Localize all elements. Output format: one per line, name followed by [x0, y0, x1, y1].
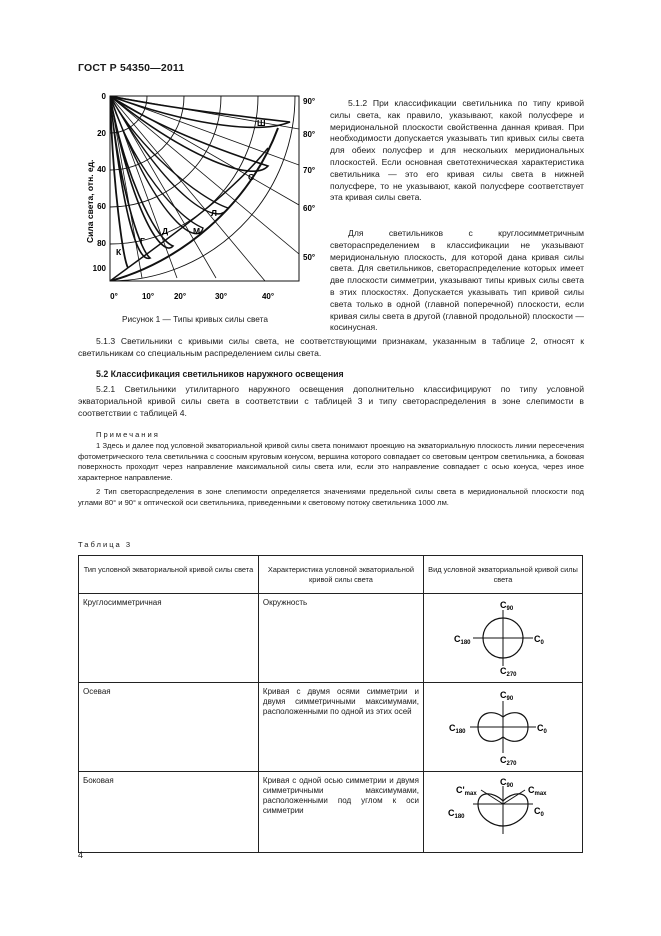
svg-text:C0: $C_0$ — [534, 806, 544, 818]
table-title: Таблица 3 — [78, 540, 133, 549]
svg-text:C0: $C_0$ — [537, 723, 547, 735]
light-intensity-curves-figure — [78, 88, 328, 310]
curve-label: К — [116, 247, 122, 257]
angle-tick: 60° — [303, 204, 316, 213]
page-number: 4 — [78, 850, 84, 860]
table-3 — [78, 555, 583, 853]
paragraph-5-1-2: 5.1.2 При классификации светильника по типу кривой силы света, как правило, указывают, какой полусфере и меридиональной плоскости свойственна данная кривая. При необходимости допускается указывать тип кривых силы света для обеих полусфер и для нескольких меридиональных плоскостей. Если основная светотехническая характеристика светильника — это его кривая силы света в нижней полусфере, то не указывают, какой полусфере соответствует эта кривая силы света. — [330, 98, 584, 203]
curve-label: Ш — [257, 118, 266, 128]
table-header: Вид условной экваториальной кривой силы света — [424, 556, 583, 594]
x-tick: 20° — [173, 292, 187, 301]
svg-text:C0: $C_0$ — [534, 634, 544, 646]
svg-text:C90: $C_{90}$ — [500, 690, 514, 702]
paragraph-5-1-2-b: Для светильников с круглосимметричным светораспределением в классификации не указывают меридиональную плоскость, для которой дана кривая силы света. Для светильников, светораспределение которых имеет две плоскости симметрии, указывают типы кривых силы света в этих плоскостях. Допускается указывать тип кривой силы света только в одной (главной поперечной) плоскости, если кривая силы света в другой (главной продольной) плоскости — косинусная. — [330, 228, 584, 333]
curve-label: Л — [211, 208, 217, 218]
table-cell-diagram — [424, 772, 583, 853]
x-tick: 0° — [110, 292, 118, 301]
x-tick: 40° — [261, 292, 275, 301]
circle-curve-diagram — [428, 598, 578, 676]
x-tick: 30° — [214, 292, 228, 301]
y-tick: 80 — [97, 239, 106, 248]
svg-text:C180: $C_{180}$ — [449, 723, 466, 735]
x-tick: 10° — [141, 292, 155, 301]
document-header: ГОСТ Р 54350—2011 — [78, 62, 185, 74]
svg-text:C180: $C_{180}$ — [448, 808, 465, 820]
figure-caption: Рисунок 1 — Типы кривых силы света — [122, 314, 268, 324]
svg-text:C90: $C_{90}$ — [500, 777, 514, 789]
angle-tick: 50° — [303, 253, 316, 262]
table-header: Характеристика условной экваториальной кривой силы света — [258, 556, 423, 594]
angle-tick: 80° — [303, 130, 316, 139]
paragraph-5-1-3: 5.1.3 Светильники с кривыми силы света, не соответствующими признакам, указанным в таблице 2, относят к светильникам со специальным распределением силы света. — [78, 336, 584, 358]
section-heading-5-2: 5.2 Классификация светильников наружного освещения — [96, 369, 344, 379]
table-cell-diagram — [424, 683, 583, 772]
table-cell-desc: Окружность — [258, 594, 423, 683]
svg-text:C180: $C_{180}$ — [454, 634, 471, 646]
y-axis-label: Сила света, отн. ед. — [85, 159, 95, 243]
svg-text:C'max: $C'_{max}$ — [456, 785, 477, 797]
svg-text:C90: $C_{90}$ — [500, 600, 514, 612]
table-cell-type: Боковая — [79, 772, 259, 853]
notes-title: Примечания — [96, 430, 160, 439]
angle-tick: 70° — [303, 166, 316, 175]
y-tick: 100 — [92, 264, 106, 273]
y-tick: 60 — [97, 202, 106, 211]
table-header: Тип условной экваториальной кривой силы света — [79, 556, 259, 594]
table-cell-type: Круглосимметричная — [79, 594, 259, 683]
table-cell-type: Осевая — [79, 683, 259, 772]
y-tick: 40 — [97, 165, 106, 174]
y-tick: 0 — [101, 92, 106, 101]
note-1: 1 Здесь и далее под условной экваториальной кривой силы света понимают проекцию на экваториальную плоскость линии пересечения фотометрического тела светильника с соосным круговым конусом, вершина которого совпадает со световым центром светильника, а боковая поверхность проходит через направление максимальной силы света или, если это направление совпадает с осью конуса, через иное характерное направление. — [78, 441, 584, 482]
table-cell-desc: Кривая с одной осью симметрии и двумя симметричными максимумами, расположенными под углом к оси симметрии — [258, 772, 423, 853]
table-cell-desc: Кривая с двумя осями симметрии и двумя симметричными максимумами, расположенными по одной из этих осей — [258, 683, 423, 772]
side-curve-diagram — [428, 776, 578, 846]
y-tick: 20 — [97, 129, 106, 138]
curve-label: Г — [140, 236, 145, 246]
svg-text:Cmax: $C_{max}$ — [528, 785, 547, 797]
curve-label: С — [248, 172, 255, 182]
svg-text:C270: $C_{270}$ — [500, 755, 517, 765]
angle-tick: 90° — [303, 97, 316, 106]
svg-text:C270: $C_{270}$ — [500, 666, 517, 676]
table-cell-diagram — [424, 594, 583, 683]
curve-label: М — [193, 226, 201, 236]
note-2: 2 Тип светораспределения в зоне слепимости определяется значениями предельной силы света в меридиональной плоскости под углами 80° и 90° к оптической оси светильника, приведенными к световому потоку светильника 1000 лм. — [78, 487, 584, 507]
paragraph-5-2-1: 5.2.1 Светильники утилитарного наружного освещения дополнительно классифицируют по типу условной экваториальной кривой силы света в соответствии с таблицей 3 и типу светораспределения в зоне слепимости в соответствии с таблицей 4. — [78, 384, 584, 418]
curve-label: Д — [162, 226, 169, 236]
axial-curve-diagram — [428, 687, 578, 765]
